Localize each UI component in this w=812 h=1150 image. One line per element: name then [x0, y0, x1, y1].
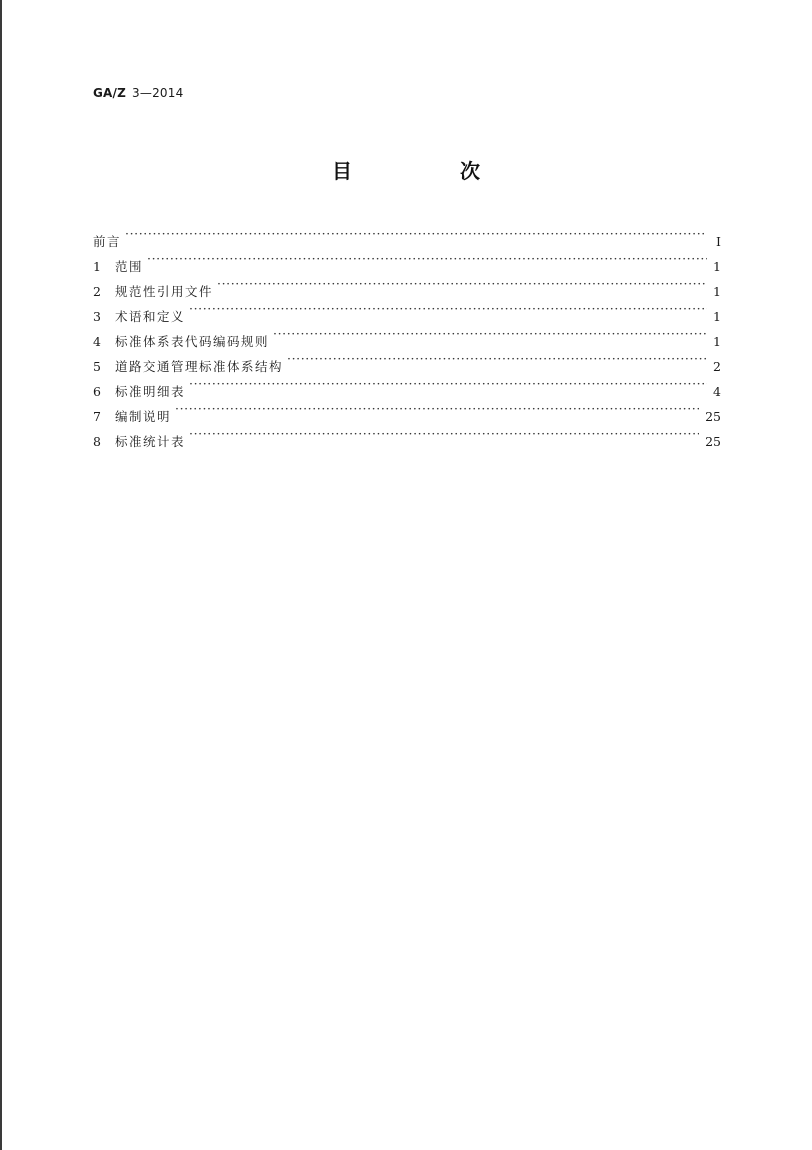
toc-entry-number: 8 [93, 434, 101, 449]
toc-entry-page: 4 [713, 384, 721, 399]
toc-entry-label: 范围 [115, 259, 144, 274]
toc-entry-scope[interactable] [93, 246, 721, 274]
toc-entry-number: 4 [93, 334, 101, 349]
toc-title: 目 次 [332, 159, 524, 183]
toc-entry-page: Ⅰ [716, 234, 721, 249]
toc-entry-label: 前言 [93, 234, 122, 249]
standard-code: GA/Z [93, 86, 127, 100]
toc-entry-page: 1 [713, 259, 721, 274]
toc-dot-leader [217, 271, 707, 296]
toc-dot-leader [125, 221, 707, 246]
document-code [93, 86, 183, 100]
toc-entry-label: 术语和定义 [115, 309, 186, 324]
toc-entry-number: 7 [93, 409, 101, 424]
toc-entry-page: 25 [705, 434, 721, 449]
toc-entry-page: 1 [713, 284, 721, 299]
toc-entry-label: 编制说明 [115, 409, 172, 424]
toc-dot-leader [189, 296, 707, 321]
toc-entry-compilation-notes[interactable] [93, 396, 721, 424]
toc-entry-preface[interactable] [93, 221, 721, 249]
toc-dot-leader [273, 321, 707, 346]
toc-entry-label: 标准明细表 [115, 384, 186, 399]
toc-entry-label: 道路交通管理标准体系结构 [115, 359, 284, 374]
toc-entry-number: 6 [93, 384, 101, 399]
toc-entry-page: 25 [705, 409, 721, 424]
toc-entry-number: 3 [93, 309, 101, 324]
standard-number: 3—2014 [132, 86, 184, 100]
toc-dot-leader [147, 246, 707, 271]
toc-entry-label: 标准统计表 [115, 434, 186, 449]
toc-entry-page: 2 [713, 359, 721, 374]
toc-entry-label: 标准体系表代码编码规则 [115, 334, 270, 349]
toc-dot-leader [189, 421, 699, 446]
toc-dot-leader [189, 371, 707, 396]
toc-entry-label: 规范性引用文件 [115, 284, 214, 299]
toc-entry-page: 1 [713, 334, 721, 349]
toc-dot-leader [175, 396, 699, 421]
toc-dot-leader [287, 346, 707, 371]
toc-entry-number: 5 [93, 359, 101, 374]
toc-entry-statistics-table[interactable] [93, 421, 721, 449]
toc-entry-number: 2 [93, 284, 101, 299]
toc-entry-normative-references[interactable] [93, 271, 721, 299]
toc-entry-page: 1 [713, 309, 721, 324]
toc-entry-number: 1 [93, 259, 101, 274]
table-of-contents [93, 221, 721, 449]
